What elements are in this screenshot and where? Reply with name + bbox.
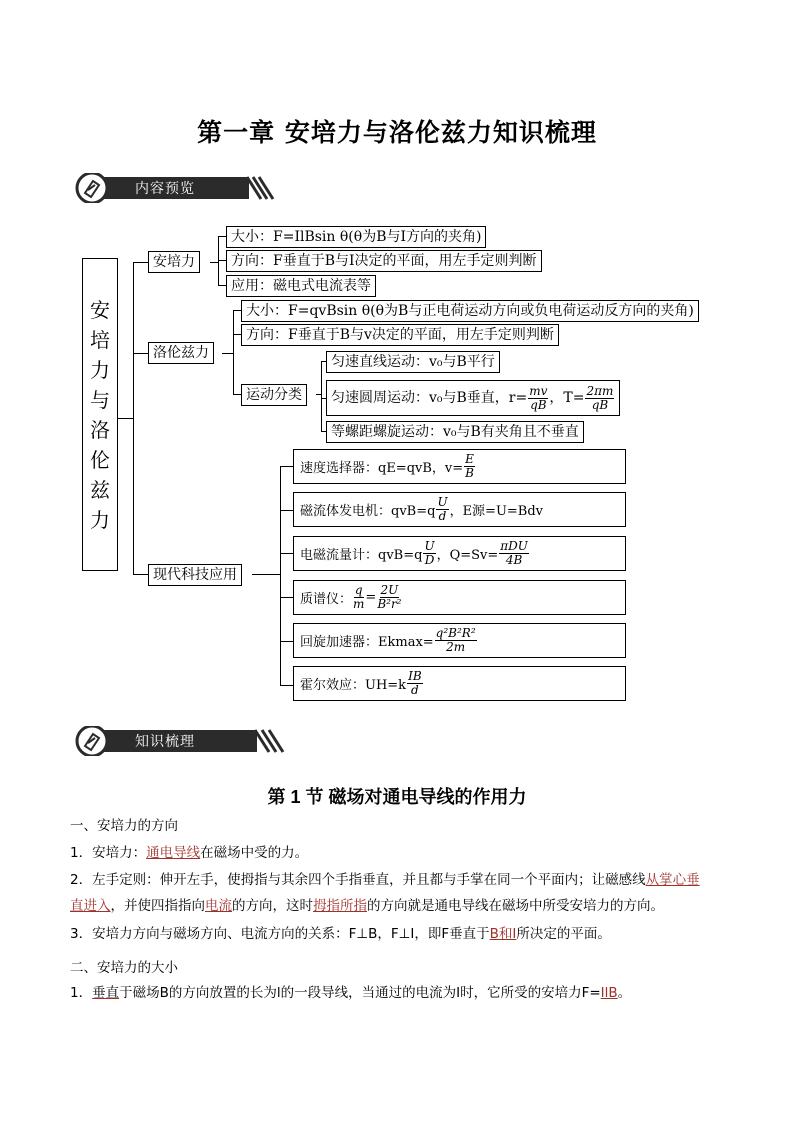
banner-label: 知识梳理 bbox=[135, 734, 195, 750]
connector bbox=[133, 262, 149, 263]
paragraph-3: 3．安培力方向与磁场方向、电流方向的关系：F⊥B，F⊥I，即F垂直于B和I所决定的平面。 bbox=[70, 926, 611, 942]
connector bbox=[222, 353, 233, 354]
connector bbox=[280, 510, 293, 511]
connector bbox=[280, 641, 293, 642]
motion-circular: 匀速圆周运动：v₀与B垂直，r= $\frac{mv}{qB}$ ，T= $\frac{2\pi m}{qB}$ bbox=[326, 380, 620, 416]
connector bbox=[218, 236, 226, 237]
connector bbox=[280, 685, 293, 686]
connector bbox=[218, 260, 226, 261]
paragraph-4: 1．垂直于磁场B的方向放置的长为l的一段导线，当通过的电流为I时，它所受的安培力F=IlB。 bbox=[70, 985, 632, 1001]
modern-velocity-selector: 速度选择器：qE=qvB，v= $\frac{E}{B}$ bbox=[293, 449, 626, 484]
modern-hall-effect: 霍尔效应：UH=k $\frac{IB}{d}$ bbox=[293, 666, 626, 701]
motion-helix: 等螺距螺旋运动：v₀与B有夹角且不垂直 bbox=[326, 421, 584, 443]
connector bbox=[280, 466, 281, 685]
connector bbox=[280, 597, 293, 598]
lorentz-size: 大小：F=qvBsin θ(θ为B与正电荷运动方向或负电荷运动反方向的夹角) bbox=[241, 300, 699, 322]
connector bbox=[133, 353, 149, 354]
connector bbox=[321, 361, 322, 431]
section-title: 第 1 节 磁场对通电导线的作用力 bbox=[267, 787, 527, 807]
heading-direction: 一、安培力的方向 bbox=[70, 818, 178, 834]
section-banner-knowledge bbox=[75, 726, 285, 756]
heading-magnitude: 二、安培力的大小 bbox=[70, 960, 178, 976]
connector bbox=[210, 262, 218, 263]
modern-cyclotron: 回旋加速器：Ekmax= $\frac{\text{q²B²R²}}{2m}$ bbox=[293, 623, 626, 658]
node-lorentz: 洛伦兹力 bbox=[148, 342, 214, 364]
connector bbox=[133, 574, 149, 575]
modern-mass-spectrometer: 质谱仪： $\frac{q}{m}$ = $\frac{2U}{\text{B²r²}}$ bbox=[293, 580, 626, 615]
page-title: 第一章 安培力与洛伦兹力知识梳理 bbox=[197, 118, 597, 147]
connector bbox=[218, 285, 226, 286]
connector bbox=[133, 262, 134, 574]
paragraph-1: 1．安培力：通电导线在磁场中受的力。 bbox=[70, 845, 309, 861]
modern-flowmeter: 电磁流量计：qvB=q $\frac{U}{D}$ ，Q=Sv= $\frac{\text{πDU}}{4B}$ bbox=[293, 536, 626, 571]
mindmap-root: 安 培 力 与 洛 伦 兹 力 bbox=[82, 258, 118, 571]
node-motion: 运动分类 bbox=[241, 384, 307, 406]
section-banner-preview bbox=[75, 173, 275, 203]
lorentz-direction: 方向：F垂直于B与v决定的平面，用左手定则判断 bbox=[241, 324, 559, 346]
ampere-size: 大小：F=IlBsin θ(θ为B与I方向的夹角) bbox=[226, 226, 486, 248]
connector bbox=[280, 553, 293, 554]
formula-t: $\frac{2\pi m}{qB}$ bbox=[586, 383, 614, 412]
connector bbox=[252, 574, 280, 575]
connector bbox=[233, 310, 234, 394]
formula-r: $\frac{mv}{qB}$ bbox=[529, 383, 548, 412]
modern-mhd-generator: 磁流体发电机：qvB=q $\frac{U}{d}$ ，E源=U=Bdv bbox=[293, 492, 626, 527]
paragraph-2: 2．左手定则：伸开左手，使拇指与其余四个手指垂直，并且都与手掌在同一个平面内；让磁感线从掌心垂 直进入，并使四指指向电流的方向，这时拇指所指的方向就是通电导线在磁场中所受安培力的方向。 bbox=[70, 872, 700, 914]
node-modern: 现代科技应用 bbox=[148, 564, 242, 586]
ampere-application: 应用：磁电式电流表等 bbox=[226, 275, 376, 297]
connector bbox=[280, 466, 293, 467]
ampere-direction: 方向：F垂直于B与I决定的平面，用左手定则判断 bbox=[226, 250, 542, 272]
node-ampere: 安培力 bbox=[148, 251, 200, 273]
motion-linear: 匀速直线运动：v₀与B平行 bbox=[326, 351, 500, 373]
connector bbox=[118, 418, 133, 419]
banner-label: 内容预览 bbox=[135, 181, 195, 197]
